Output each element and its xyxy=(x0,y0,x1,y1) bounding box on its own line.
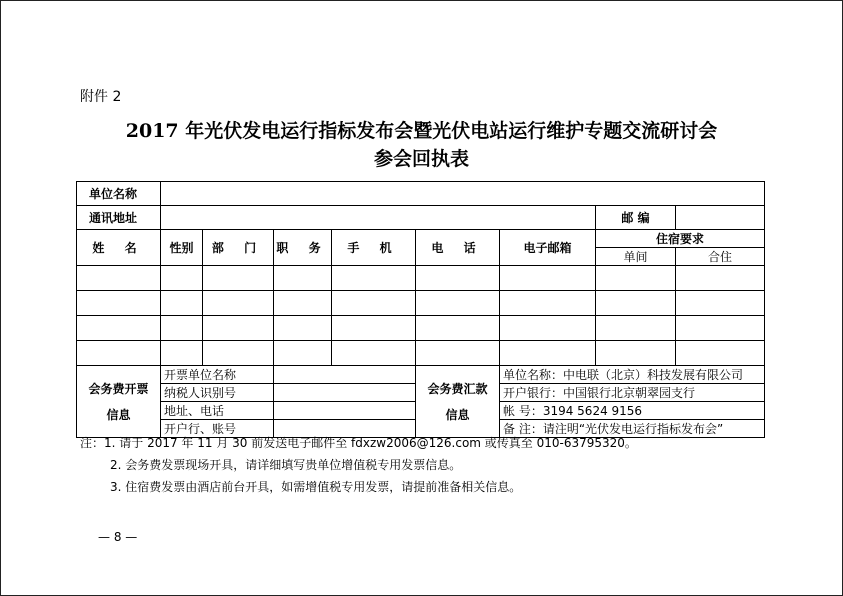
header-mobile: 手 机 xyxy=(332,230,416,266)
attendee-shared-cell[interactable] xyxy=(676,291,765,316)
header-gender: 性别 xyxy=(161,230,203,266)
attendee-shared-cell[interactable] xyxy=(676,341,765,366)
invoice-label-line2: 信息 xyxy=(106,407,131,422)
attendee-phone-cell[interactable] xyxy=(416,341,500,366)
invoice-taxpayer-id-field[interactable] xyxy=(274,384,416,402)
remit-label-line1: 会务费汇款 xyxy=(427,381,488,396)
remit-account: 帐 号：3194 5624 9156 xyxy=(500,402,765,420)
address-label: 通讯地址 xyxy=(77,206,161,230)
header-position: 职 务 xyxy=(274,230,332,266)
attendee-row xyxy=(77,341,765,366)
attendee-position-cell[interactable] xyxy=(274,316,332,341)
remit-info-label xyxy=(416,366,500,438)
attendee-dept-cell[interactable] xyxy=(203,291,274,316)
remit-remark: 备 注：请注明“光伏发电运行指标发布会” xyxy=(500,420,765,438)
page-number: — 8 — xyxy=(98,530,138,544)
attendee-mobile-cell[interactable] xyxy=(332,316,416,341)
attendee-email-cell[interactable] xyxy=(500,341,596,366)
unit-name-label: 单位名称 xyxy=(77,182,161,206)
note-3: 3. 住宿费发票由酒店前台开具，如需增值税专用发票，请提前准备相关信息。 xyxy=(110,480,522,494)
attendee-name-cell[interactable] xyxy=(77,266,161,291)
attendee-position-cell[interactable] xyxy=(274,266,332,291)
header-name: 姓 名 xyxy=(77,230,161,266)
attendee-row xyxy=(77,316,765,341)
header-shared-room: 合住 xyxy=(676,248,765,266)
attendee-email-cell[interactable] xyxy=(500,291,596,316)
attendee-phone-cell[interactable] xyxy=(416,266,500,291)
attendee-single-cell[interactable] xyxy=(596,316,676,341)
invoice-bank-account-label: 开户行、账号 xyxy=(161,420,274,438)
attendee-position-cell[interactable] xyxy=(274,341,332,366)
attendee-name-cell[interactable] xyxy=(77,291,161,316)
invoice-address-field[interactable] xyxy=(274,402,416,420)
attendee-mobile-cell[interactable] xyxy=(332,266,416,291)
attendee-mobile-cell[interactable] xyxy=(332,341,416,366)
header-lodging: 住宿要求 xyxy=(596,230,765,248)
notes xyxy=(80,432,637,498)
attendee-shared-cell[interactable] xyxy=(676,266,765,291)
attendee-single-cell[interactable] xyxy=(596,291,676,316)
attachment-label: 附件 2 xyxy=(80,89,122,105)
attendee-phone-cell[interactable] xyxy=(416,316,500,341)
attendee-email-cell[interactable] xyxy=(500,316,596,341)
invoice-label-line1: 会务费开票 xyxy=(88,381,149,396)
header-dept: 部 门 xyxy=(203,230,274,266)
invoice-taxpayer-id-label: 纳税人识别号 xyxy=(161,384,274,402)
remit-bank: 开户银行：中国银行北京朝翠园支行 xyxy=(500,384,765,402)
attendee-name-cell[interactable] xyxy=(77,316,161,341)
postcode-field[interactable] xyxy=(676,206,765,230)
unit-name-field[interactable] xyxy=(161,182,765,206)
attendee-gender-cell[interactable] xyxy=(161,316,203,341)
postcode-label: 邮 编 xyxy=(596,206,676,230)
header-phone: 电 话 xyxy=(416,230,500,266)
attendee-single-cell[interactable] xyxy=(596,341,676,366)
attendee-dept-cell[interactable] xyxy=(203,266,274,291)
invoice-unit-name-label: 开票单位名称 xyxy=(161,366,274,384)
attendee-phone-cell[interactable] xyxy=(416,291,500,316)
invoice-unit-name-field[interactable] xyxy=(274,366,416,384)
attendee-email-cell[interactable] xyxy=(500,266,596,291)
registration-form-table xyxy=(76,181,765,438)
attendee-row xyxy=(77,291,765,316)
attendee-position-cell[interactable] xyxy=(274,291,332,316)
invoice-info-label xyxy=(77,366,161,438)
header-single-room: 单间 xyxy=(596,248,676,266)
attendee-dept-cell[interactable] xyxy=(203,341,274,366)
invoice-address-label: 地址、电话 xyxy=(161,402,274,420)
attendee-shared-cell[interactable] xyxy=(676,316,765,341)
attendee-dept-cell[interactable] xyxy=(203,316,274,341)
attendee-name-cell[interactable] xyxy=(77,341,161,366)
attendee-gender-cell[interactable] xyxy=(161,291,203,316)
address-field[interactable] xyxy=(161,206,596,230)
attendee-single-cell[interactable] xyxy=(596,266,676,291)
header-email: 电子邮箱 xyxy=(500,230,596,266)
document-title: 2017 年光伏发电运行指标发布会暨光伏电站运行维护专题交流研讨会 xyxy=(125,120,718,142)
note-2: 2. 会务费发票现场开具，请详细填写贵单位增值税专用发票信息。 xyxy=(110,458,462,472)
remit-label-line2: 信息 xyxy=(445,407,470,422)
attendee-row xyxy=(77,266,765,291)
attendee-gender-cell[interactable] xyxy=(161,341,203,366)
attendee-gender-cell[interactable] xyxy=(161,266,203,291)
remit-unit-name: 单位名称：中电联（北京）科技发展有限公司 xyxy=(500,366,765,384)
attendee-mobile-cell[interactable] xyxy=(332,291,416,316)
document-subtitle: 参会回执表 xyxy=(373,148,469,170)
note-1: 注：1. 请于 2017 年 11 月 30 前发送电子邮件至 fdxzw2006@126.com 或传真至 010-63795320。 xyxy=(80,436,637,450)
